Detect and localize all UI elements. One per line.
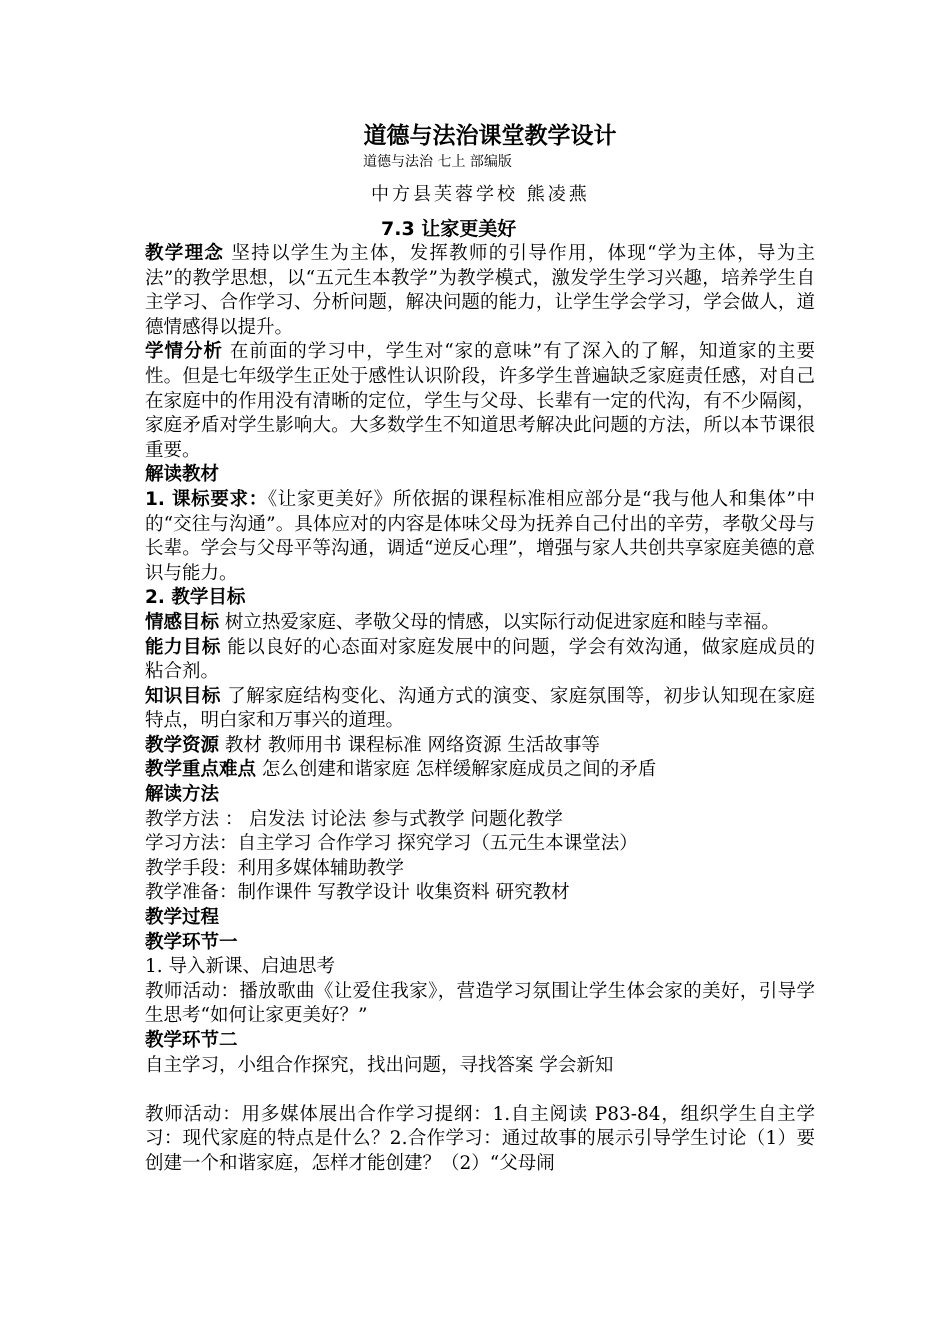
- line-teach-means: 教学手段：利用多媒体辅助教学: [145, 857, 405, 879]
- paragraph-step1: 教师活动：播放歌曲《让爱住我家》，营造学习氛围让学生体会家的美好，引导学生思考“如何让家更美好？”: [145, 980, 815, 1027]
- line-step2-intro: 自主学习，小组合作探究，找出问题，寻找答案 学会新知: [145, 1054, 614, 1076]
- lesson-title: 7.3 让家更美好: [381, 218, 517, 240]
- label-philosophy: 教学理念: [145, 243, 225, 264]
- line-step1-item: 1. 导入新课、启迪思考: [145, 956, 336, 978]
- document-body: [145, 242, 815, 1177]
- paragraph-analysis: [145, 340, 815, 463]
- paragraph-step2: 教师活动：用多媒体展出合作学习提纲：1.自主阅读 P83-84，组织学生自主学习：现代家庭的特点是什么？2.合作学习：通过故事的展示引导学生讨论（1）要创建一个和谐家庭，怎样才能创建？（2）“父母闹: [145, 1103, 815, 1174]
- paragraph-requirements: [145, 488, 815, 586]
- line-learn-method: 学习方法：自主学习 合作学习 探究学习（五元生本课堂法）: [145, 833, 638, 855]
- heading-goals: 2. 教学目标: [145, 587, 246, 609]
- paragraph-knowledge-goal: [145, 685, 815, 734]
- label-requirements: 1. 课标要求：: [145, 488, 268, 510]
- document-title: 道德与法治课堂教学设计: [363, 123, 617, 149]
- document-page: [145, 120, 815, 1177]
- document-author: 中方县芙蓉学校 熊凌燕: [371, 184, 590, 205]
- text-knowledge-goal: 了解家庭结构变化、沟通方式的演变、家庭氛围等，初步认知现在家庭特点，明白家和万事兴的道理。: [145, 685, 815, 732]
- paragraph-resources: [145, 734, 815, 759]
- label-keypoints: 教学重点难点: [145, 759, 257, 781]
- paragraph-philosophy: [145, 242, 815, 340]
- text-philosophy: 坚持以学生为主体，发挥教师的引导作用，体现“学为主体，导为主法”的教学思想，以“五元生本教学”为教学模式，激发学生学习兴趣，培养学生自主学习、合作学习、分析问题，解决问题的能力，让学生学会学习，学会做人，道德情感得以提升。: [145, 243, 815, 338]
- label-ability-goal: 能力目标: [145, 636, 221, 658]
- label-knowledge-goal: 知识目标: [145, 685, 221, 707]
- heading-methods: 解读方法: [145, 784, 220, 806]
- text-analysis: 在前面的学习中，学生对“家的意味”有了深入的了解，知道家的主要性。但是七年级学生正处于感性认识阶段，许多学生普遍缺乏家庭责任感，对自己在家庭中的作用没有清晰的定位，学生与父母、长辈有一定的代沟，有不少隔阂，家庭矛盾对学生影响大。大多数学生不知道思考解决此问题的方法，所以本节课很重要。: [145, 341, 815, 461]
- heading-step2: 教学环节二: [145, 1030, 238, 1051]
- blank-line: [145, 1078, 815, 1103]
- heading-textbook: 解读教材: [145, 464, 220, 486]
- label-analysis: 学情分析: [145, 341, 223, 363]
- heading-process: 教学过程: [145, 907, 220, 929]
- line-teach-method: 教学方法 ： 启发法 讨论法 参与式教学 问题化教学: [145, 808, 563, 830]
- text-requirements: 《让家更美好》所依据的课程标准相应部分是“我与他人和集体”中的“交往与沟通”。具体应对的内容是体味父母为抚养自己付出的辛劳，孝敬父母与长辈。学会与父母平等沟通，调适“逆反心理”，增强与家人共创共享家庭美德的意识与能力。: [145, 488, 816, 584]
- line-teach-prep: 教学准备：制作课件 写教学设计 收集资料 研究教材: [145, 882, 570, 904]
- text-keypoints: 怎么创建和谐家庭 怎样缓解家庭成员之间的矛盾: [256, 759, 657, 781]
- paragraph-emotion-goal: [145, 611, 815, 636]
- paragraph-ability-goal: [145, 636, 815, 685]
- text-resources: 教材 教师用书 课程标准 网络资源 生活故事等: [219, 734, 600, 756]
- paragraph-keypoints: [145, 758, 815, 783]
- label-emotion-goal: 情感目标: [145, 611, 220, 633]
- text-ability-goal: 能以良好的心态面对家庭发展中的问题，学会有效沟通，做家庭成员的粘合剂。: [145, 636, 815, 683]
- text-emotion-goal: 树立热爱家庭、孝敬父母的情感，以实际行动促进家庭和睦与幸福。: [219, 611, 780, 633]
- heading-step1: 教学环节一: [145, 931, 238, 953]
- document-subtitle: 道德与法治 七上 部编版: [363, 154, 512, 170]
- label-resources: 教学资源: [145, 734, 220, 756]
